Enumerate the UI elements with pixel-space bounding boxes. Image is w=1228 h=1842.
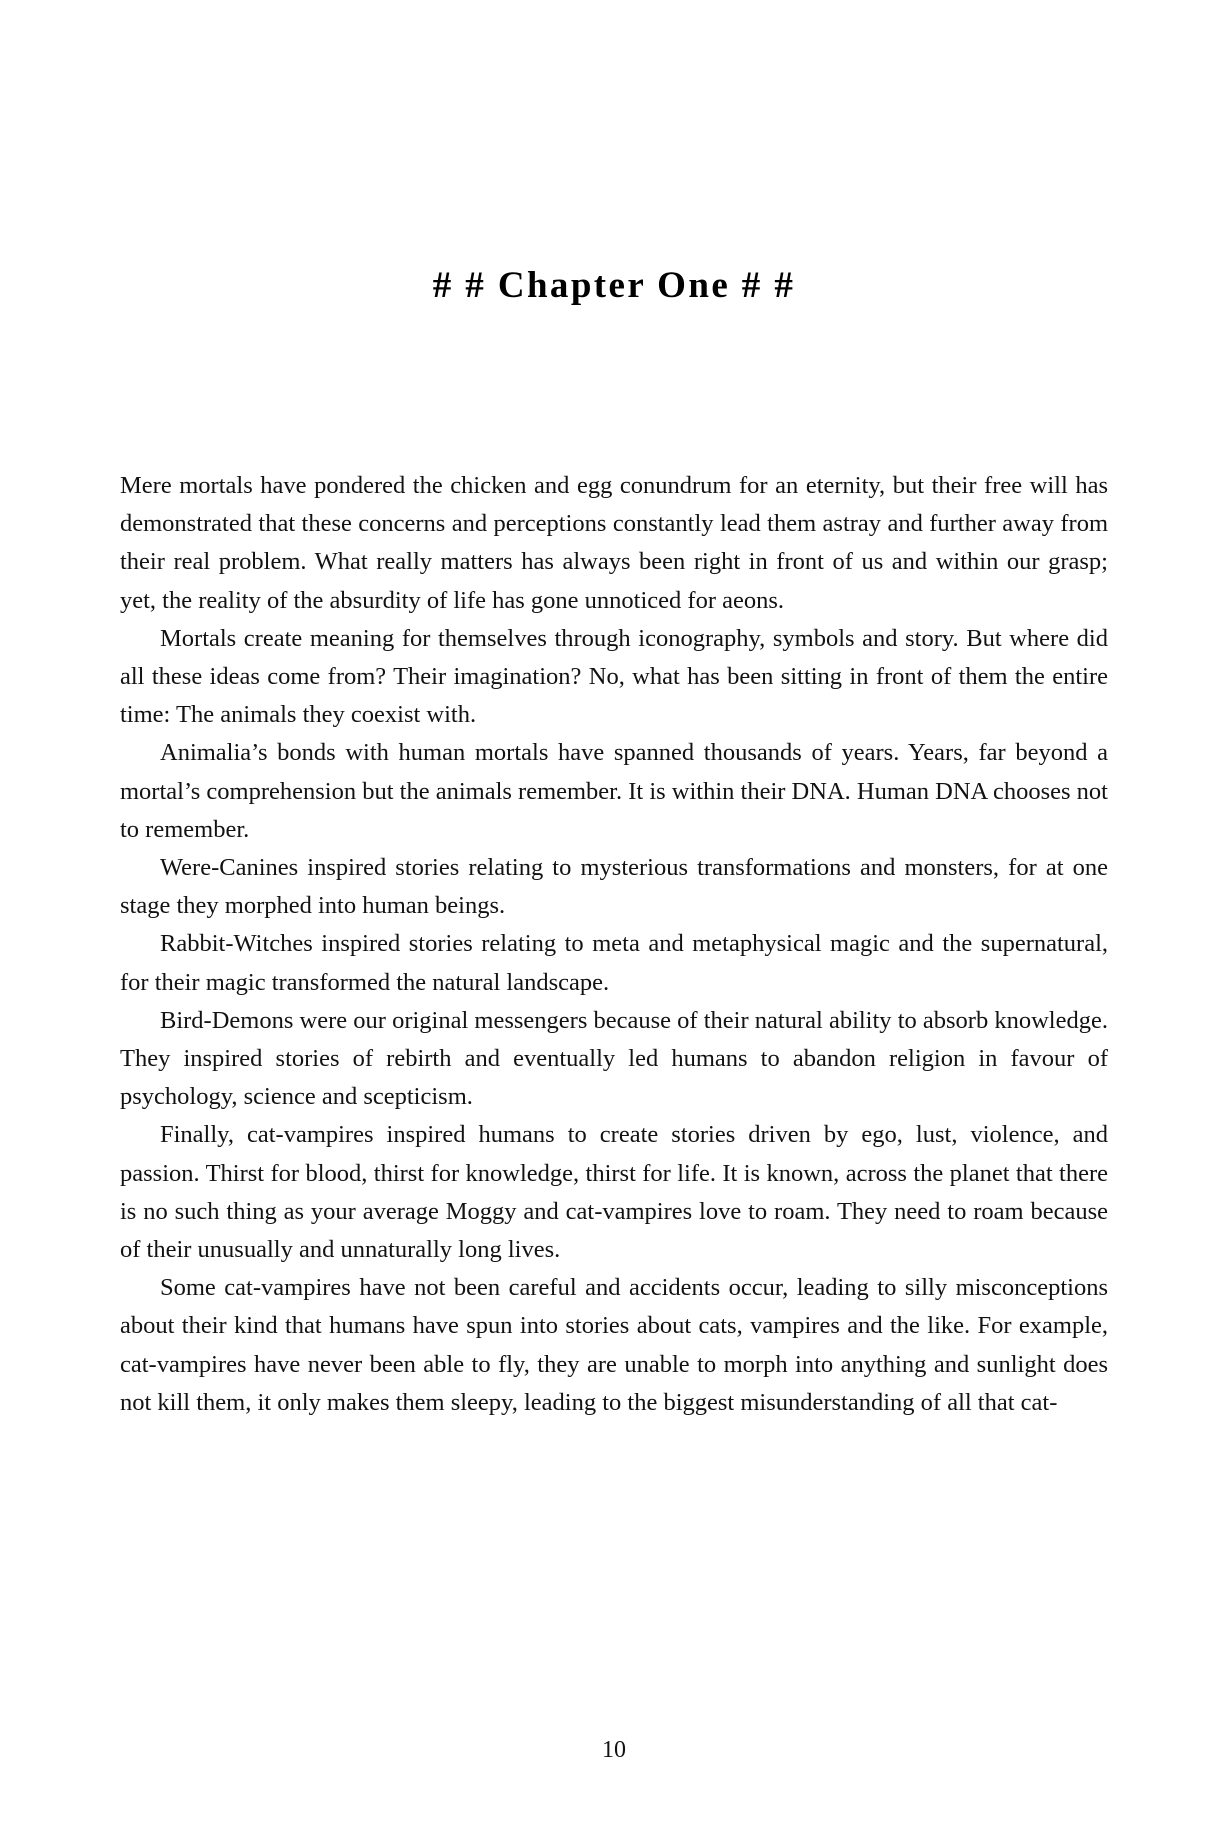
paragraph: Finally, cat-vampires inspired humans to create stories driven by ego, lust, violence, and passion. Thirst for blood, thirst for knowledge, thirst for life. It is known, across the planet that there is no such thing as your average Moggy and cat-vampires love to roam. They need to roam because of their unusually and unnaturally long lives. <box>120 1121 1108 1264</box>
paragraph: Rabbit-Witches inspired stories relating to meta and metaphysical magic and the supernatural, for their magic transformed the natural landscape. <box>120 930 1108 996</box>
paragraph: Animalia’s bonds with human mortals have spanned thousands of years. Years, far beyond a mortal’s comprehension but the animals remember. It is within their DNA. Human DNA chooses not to remember. <box>120 739 1108 843</box>
paragraph: Some cat-vampires have not been careful and accidents occur, leading to silly misconceptions about their kind that humans have spun into stories about cats, vampires and the like. For example, cat-vampires have never been able to fly, they are unable to morph into anything and sunlight does not kill them, it only makes them sleepy, leading to the biggest misunderstanding of all that cat- <box>120 1274 1108 1416</box>
paragraph: Were-Canines inspired stories relating to mysterious transformations and monsters, for at one stage they morphed into human beings. <box>120 854 1108 920</box>
chapter-title: # # Chapter One # # <box>432 264 796 306</box>
chapter-body <box>120 467 1108 1422</box>
page-number: 10 <box>602 1737 626 1763</box>
paragraph: Bird-Demons were our original messengers because of their natural ability to absorb knowledge. They inspired stories of rebirth and eventually led humans to abandon religion in favour of psychology, science and scepticism. <box>120 1006 1108 1111</box>
page-content-column <box>120 0 1108 1842</box>
paragraph: Mere mortals have pondered the chicken and egg conundrum for an eternity, but their free will has demonstrated that these concerns and perceptions constantly lead them astray and further away from their real problem. What really matters has always been right in front of us and within our grasp; yet, the reality of the absurdity of life has gone unnoticed for aeons. <box>120 472 1108 614</box>
paragraph: Mortals create meaning for themselves through iconography, symbols and story. But where did all these ideas come from? Their imagination? No, what has been sitting in front of them the entire time: The animals they coexist with. <box>120 624 1108 729</box>
